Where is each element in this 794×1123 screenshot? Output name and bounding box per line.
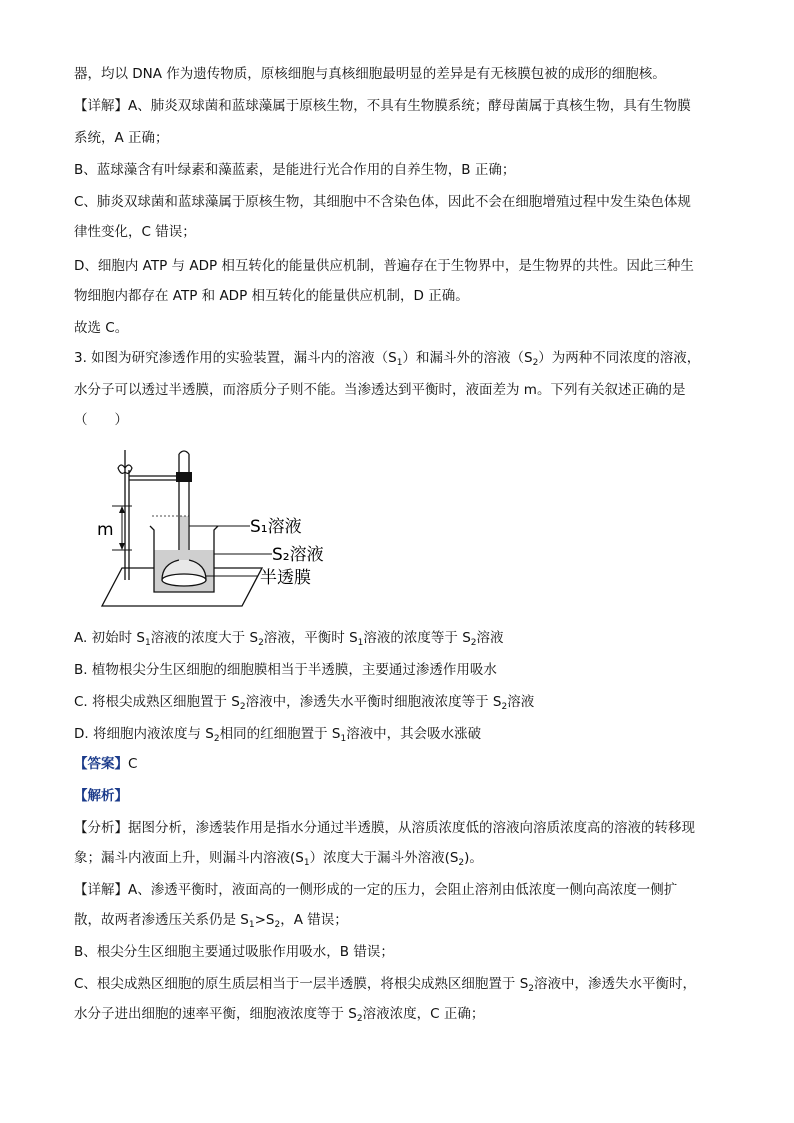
text-line: 散，故两者渗透压关系仍是 $S_1>S_2$，A 错误； <box>74 912 348 930</box>
label-semipermeable-membrane: 半透膜 <box>260 568 311 588</box>
text-line: 系统，A 正确； <box>74 130 169 146</box>
osmosis-apparatus-diagram <box>92 440 352 610</box>
answer-tag: 【答案】 <box>74 756 128 772</box>
text-line: 物细胞内都存在 ATP 和 ADP 相互转化的能量供应机制，D 正确。 <box>74 288 469 304</box>
semipermeable-membrane <box>162 574 206 586</box>
text-line: 【详解】A、渗透平衡时，液面高的一侧形成的一定的压力，会阻止溶剂由低浓度一侧向高浓度一侧扩 <box>74 882 678 898</box>
answer-value: C <box>128 756 138 772</box>
text-line: 故选 C。 <box>74 320 129 336</box>
question-3-stem: 3. 如图为研究渗透作用的实验装置，漏斗内的溶液$(S_1)$和漏斗外的溶液$(S_2)$为两种不同浓度的溶液， <box>74 350 701 368</box>
text-line: （ ） <box>74 412 128 428</box>
option-b: B. 植物根尖分生区细胞的细胞膜相当于半透膜，主要通过渗透作用吸水 <box>74 662 497 678</box>
label-s2-solution: S₂溶液 <box>272 545 324 565</box>
option-d: D. 将细胞内液浓度与 $S_2$相同的红细胞置于 $S_1$溶液中，其会吸水涨破 <box>74 726 482 744</box>
label-m: m <box>97 520 114 540</box>
option-c: C. 将根尖成熟区细胞置于 $S_2$溶液中，渗透失水平衡时细胞液浓度等于 $S_2$溶液 <box>74 694 535 712</box>
analysis-heading: 【解析】 <box>74 788 128 804</box>
s1-solution-column <box>180 516 188 562</box>
text-line: 律性变化，C 错误； <box>74 224 196 240</box>
text-line: C、根尖成熟区细胞的原生质层相当于一层半透膜，将根尖成熟区细胞置于 $S_2$溶液中，渗透失水平衡时， <box>74 976 697 994</box>
text-line: B、根尖分生区细胞主要通过吸胀作用吸水，B 错误； <box>74 944 394 960</box>
answer-line <box>74 754 137 774</box>
text-line: B、蓝球藻含有叶绿素和藻蓝素，是能进行光合作用的自养生物，B 正确； <box>74 162 516 178</box>
text-line: 【详解】A、肺炎双球菌和蓝球藻属于原核生物，不具有生物膜系统；酵母菌属于真核生物，具有生物膜 <box>74 98 691 114</box>
text-line: 【分析】据图分析，渗透装作用是指水分通过半透膜，从溶质浓度低的溶液向溶质浓度高的溶液的转移现 <box>74 820 695 836</box>
text-line: C、肺炎双球菌和蓝球藻属于原核生物，其细胞中不含染色体，因此不会在细胞增殖过程中发生染色体规 <box>74 194 691 210</box>
text-line: 水分子可以透过半透膜，而溶质分子则不能。当渗透达到平衡时，液面差为 m。下列有关叙述正确的是 <box>74 382 686 398</box>
text-line: D、细胞内 ATP 与 ADP 相互转化的能量供应机制，普遍存在于生物界中，是生物界的共性。因此三种生 <box>74 258 694 274</box>
text-line: 器，均以 DNA 作为遗传物质，原核细胞与真核细胞最明显的差异是有无核膜包被的成形的细胞核。 <box>74 66 666 82</box>
option-a: A. 初始时 $S_1$溶液的浓度大于 $S_2$溶液，平衡时 $S_1$溶液的浓度等于 $S_2$溶液 <box>74 630 504 648</box>
text-line: 象；漏斗内液面上升，则漏斗内溶液$(S_1)$浓度大于漏斗外溶液$(S_2)$。 <box>74 850 483 868</box>
text-line: 水分子进出细胞的速率平衡，细胞液浓度等于 $S_2$溶液浓度，C 正确； <box>74 1006 485 1024</box>
label-s1-solution: S₁溶液 <box>250 517 302 537</box>
